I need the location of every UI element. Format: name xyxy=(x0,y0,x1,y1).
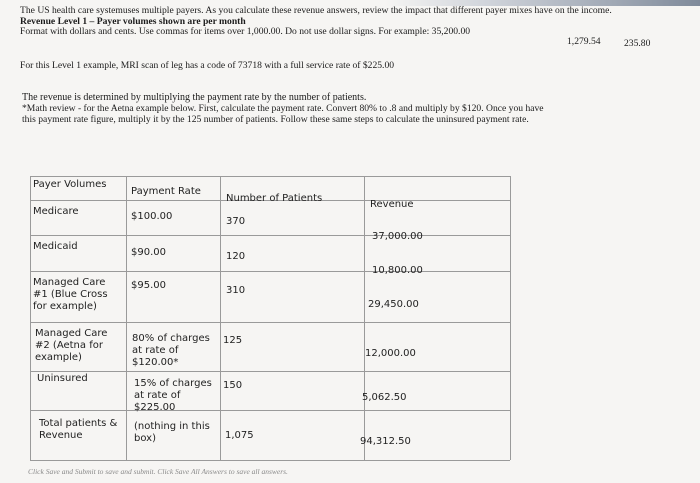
table-row-divider xyxy=(30,271,510,272)
format-instructions: Format with dollars and cents. Use commas for items over 1,000.00. Do not use dollar signs. For example: 35,200.00 xyxy=(20,26,471,37)
example-value-1: 1,279.54 xyxy=(567,36,601,47)
table-col-divider xyxy=(126,176,127,460)
table-row-divider xyxy=(30,322,510,323)
total-rate-line-1: (nothing in this xyxy=(134,421,210,432)
table-border-top xyxy=(30,176,510,177)
medicare-patients: 370 xyxy=(226,216,246,227)
table-border-right xyxy=(510,176,511,460)
medicaid-rate: $90.00 xyxy=(131,247,166,258)
table-row-divider xyxy=(30,235,510,236)
aetna-patients: 125 xyxy=(223,335,243,346)
header-payer-volumes: Payer Volumes xyxy=(33,179,107,190)
example-value-2: 235.80 xyxy=(624,38,651,49)
total-payer-line-1: Total patients & xyxy=(39,418,118,429)
uninsured-rate-line-2: at rate of xyxy=(134,390,181,401)
blue-cross-payer-line-2: #1 (Blue Cross xyxy=(33,289,108,300)
medicare-rate: $100.00 xyxy=(131,211,173,222)
table-col-divider xyxy=(220,176,221,460)
aetna-rate-line-2: at rate of xyxy=(132,345,179,356)
header-payment-rate: Payment Rate xyxy=(131,186,201,197)
aetna-rate-line-1: 80% of charges xyxy=(132,333,210,344)
table-border-left xyxy=(30,176,31,460)
blue-cross-revenue: 29,450.00 xyxy=(368,299,419,310)
uninsured-rate-line-3: $225.00 xyxy=(134,402,176,413)
table-row-divider xyxy=(30,410,510,411)
uninsured-rate-line-1: 15% of charges xyxy=(134,378,212,389)
medicare-revenue: 37,000.00 xyxy=(372,231,423,242)
medicaid-revenue: 10,800.00 xyxy=(372,265,423,276)
instructions xyxy=(20,6,690,38)
header-number-of-patients: Number of Patients xyxy=(226,193,323,204)
total-rate-line-2: box) xyxy=(134,433,156,444)
medicaid-payer: Medicaid xyxy=(33,241,78,252)
aetna-payer-line-3: example) xyxy=(35,352,82,363)
aetna-payer-line-2: #2 (Aetna for xyxy=(35,340,103,351)
math-review-line-2: this payment rate figure, multiply it by the 125 number of patients. Follow these same steps to calculate the uninsured payment rate. xyxy=(22,114,529,125)
revenue-level-heading: Revenue Level 1 – Payer volumes shown are per month xyxy=(20,15,246,27)
blue-cross-payer-line-1: Managed Care xyxy=(33,277,106,288)
math-review-line-1: *Math review - for the Aetna example below. First, calculate the payment rate. Convert 80% to .8 and multiply by $120. Once you have xyxy=(22,103,544,114)
table-col-divider xyxy=(364,176,365,460)
uninsured-payer: Uninsured xyxy=(37,373,88,384)
blue-cross-payer-line-3: for example) xyxy=(33,301,97,312)
medicaid-patients: 120 xyxy=(226,251,246,262)
total-revenue: 94,312.50 xyxy=(360,436,411,447)
aetna-rate-line-3: $120.00* xyxy=(132,357,179,368)
uninsured-patients: 150 xyxy=(223,380,243,391)
save-instructions: Click Save and Submit to save and submit. Click Save All Answers to save all answers. xyxy=(28,467,288,476)
total-patients: 1,075 xyxy=(225,430,254,441)
total-payer-line-2: Revenue xyxy=(39,430,83,441)
table-row-divider xyxy=(30,371,510,372)
intro-line-1: The US health care systemuses multiple payers. As you calculate these revenue answers, review the impact that different payer mixes have on the income. xyxy=(20,5,612,16)
math-review xyxy=(22,92,682,125)
blue-cross-rate: $95.00 xyxy=(131,280,166,291)
medicare-payer: Medicare xyxy=(33,206,79,217)
uninsured-revenue: 5,062.50 xyxy=(362,392,407,403)
header-revenue: Revenue xyxy=(370,199,414,210)
mri-example: For this Level 1 example, MRI scan of leg has a code of 73718 with a full service rate of $225.00 xyxy=(20,60,395,71)
blue-cross-patients: 310 xyxy=(226,285,246,296)
table-border-bottom xyxy=(30,460,510,461)
aetna-revenue: 12,000.00 xyxy=(365,348,416,359)
revenue-rule: The revenue is determined by multiplying the payment rate by the number of patients. xyxy=(22,92,367,103)
aetna-payer-line-1: Managed Care xyxy=(35,328,108,339)
